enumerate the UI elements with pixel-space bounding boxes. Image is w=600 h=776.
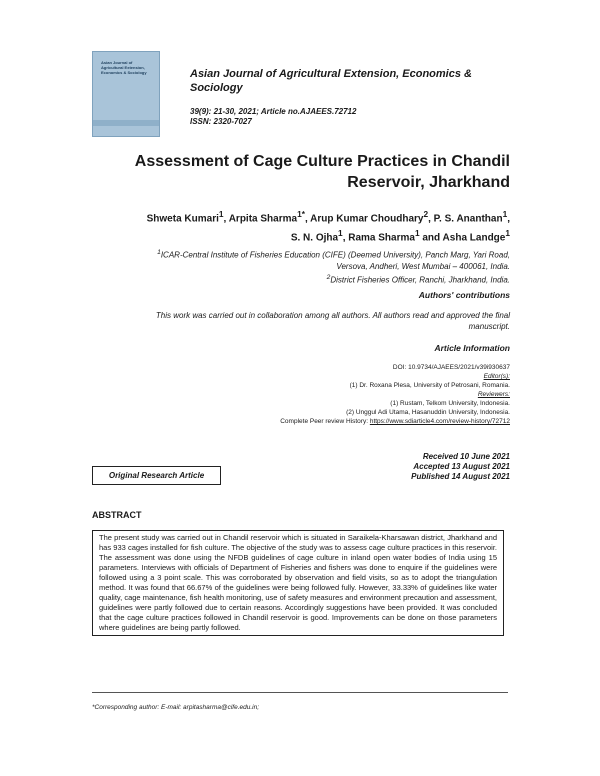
author-affil-sup: 1 xyxy=(505,228,510,239)
author-affil-sup: 1 xyxy=(338,228,343,239)
journal-citation: 39(9): 21-30, 2021; Article no.AJAEES.72712 xyxy=(190,107,357,116)
authors-contributions-text: This work was carried out in collaboration among all authors. All authors read and approved the final manuscript. xyxy=(155,311,510,331)
author-separator: , xyxy=(507,213,510,225)
author-affil-sup: 1* xyxy=(297,209,305,219)
published-date: Published 14 August 2021 xyxy=(411,472,510,481)
corresponding-author-footnote: *Corresponding author: E-mail: arpitasharma@cife.edu.in; xyxy=(92,704,260,711)
received-date: Received 10 June 2021 xyxy=(422,452,510,461)
authors-contributions-heading: Authors' contributions xyxy=(418,290,510,300)
article-information-heading: Article Information xyxy=(434,343,510,353)
affiliation-1-cont: Versova, Andheri, West Mumbai – 400061, India. xyxy=(336,261,510,271)
review-history: Complete Peer review History: https://www.sdiarticle4.com/review-history/72712 xyxy=(280,418,510,425)
editor-entry: (1) Dr. Roxana Plesa, University of Petrosani, Romania. xyxy=(349,382,510,389)
abstract-text: The present study was carried out in Chandil reservoir which is situated in Saraikela-Kharsawan district, Jharkhand and has 933 cages installed for fish culture. The objective of the study was to assess cage culture practices in this reservoir. The assessment was done using the NFDB guidelines of cage culture in inland open water bodies of India using 15 parameters. Interviews with officials of Department of Fisheries and fishers was done to enquire if the guidelines were followed using a 3 point scale. This was corroborated by observation and field visits, so as to adopt the triangulation method. It was found that 66.67% of the guidelines were being followed fully. However, 33.33% of guidelines like water quality, cage maintenance, fish health monitoring, use of safety measures and environment precaution and assessment, guidelines were partly followed due to certain reasons. Accordingly suggestions have been provided. It was concluded that the cage culture practices followed in Chandil reservoir is good. Improvements can be done on those parameters where guidelines are being partly followed. xyxy=(92,530,504,636)
affiliation-1: $^1$ICAR-Central Institute of Fisheries Education (CIFE) (Deemed University), Panch Marg, Yari Road, xyxy=(157,249,510,260)
editors-label: Editor(s): xyxy=(483,373,510,380)
author-name: Shweta Kumari xyxy=(146,213,219,225)
author-name: , Arpita Sharma xyxy=(223,213,298,225)
author-name: , P. S. Ananthan xyxy=(428,213,503,225)
author-name: S. N. Ojha xyxy=(290,232,339,244)
author-affil-sup: 2 xyxy=(423,209,429,219)
doi: DOI: 10.9734/AJAEES/2021/v39i930637 xyxy=(392,364,510,371)
author-list xyxy=(70,207,510,246)
affiliation-2: $^2$District Fisheries Officer, Ranchi, Jharkhand, India. xyxy=(326,273,510,285)
journal-issn: ISSN: 2320-7027 xyxy=(190,117,252,126)
author-name: and Asha Landge xyxy=(419,232,506,244)
article-information xyxy=(90,363,510,426)
footnote-divider xyxy=(92,692,508,693)
publication-dates xyxy=(411,452,510,482)
review-history-link[interactable]: https://www.sdiarticle4.com/review-history/72712 xyxy=(369,418,510,425)
author-name: , Arup Kumar Choudhary xyxy=(304,213,424,225)
accepted-date: Accepted 13 August 2021 xyxy=(413,462,510,471)
paper-title-line1: Assessment of Cage Culture Practices in Chandil xyxy=(134,153,510,170)
article-type-badge: Original Research Article xyxy=(92,466,221,485)
journal-cover-image xyxy=(92,51,160,137)
author-affil-sup: 1 xyxy=(218,209,224,219)
journal-cover-text: Asian Journal of Agricultural Extension, Economics & Sociology xyxy=(101,60,147,75)
author-affil-sup: 1 xyxy=(502,209,508,219)
affiliations xyxy=(70,247,510,285)
journal-name: Asian Journal of Agricultural Extension, Economics & Sociology xyxy=(190,68,472,94)
reviewer-entry: (1) Rustam, Telkom University, Indonesia. xyxy=(390,400,510,407)
journal-cover-band xyxy=(93,120,159,126)
author-name: , Rama Sharma xyxy=(342,232,415,244)
abstract-heading: ABSTRACT xyxy=(92,510,142,520)
reviewer-entry: (2) Unggul Adi Utama, Hasanuddin University, Indonesia. xyxy=(346,409,510,416)
author-affil-sup: 1 xyxy=(414,228,420,239)
paper-title-line2: Reservoir, Jharkhand xyxy=(347,174,510,191)
author-line2 xyxy=(70,226,510,245)
reviewers-label: Reviewers: xyxy=(477,391,510,398)
author-line1 xyxy=(70,207,510,226)
paper-title xyxy=(90,151,510,193)
